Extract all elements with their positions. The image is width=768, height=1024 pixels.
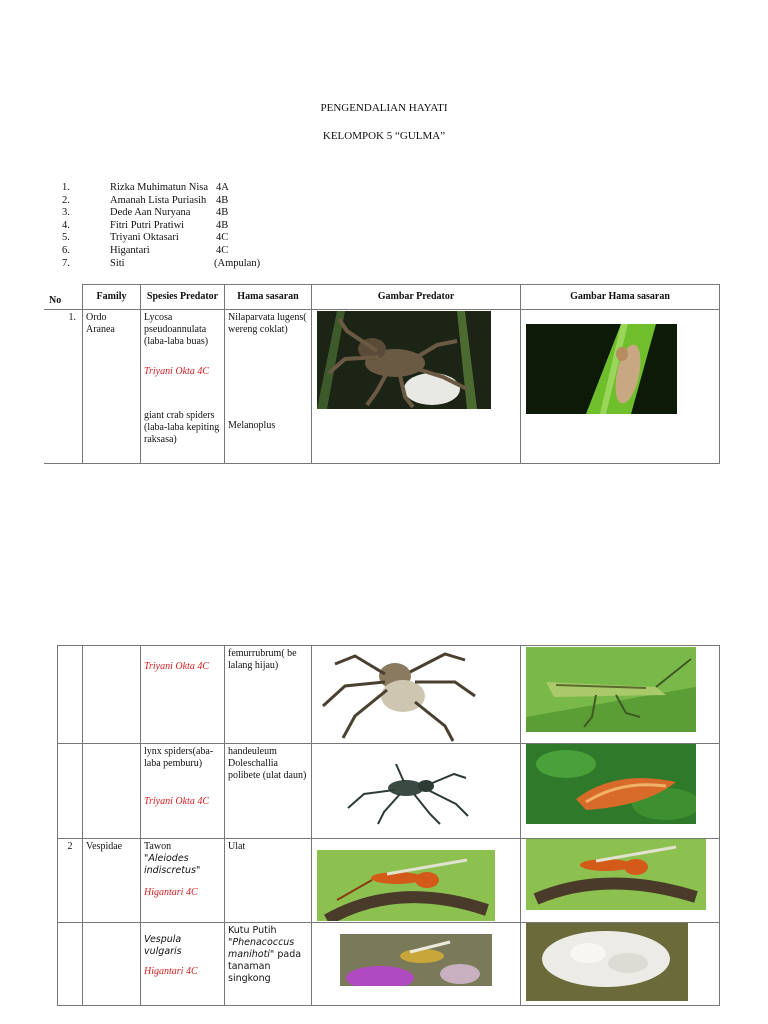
family-cell — [83, 744, 141, 839]
row-number — [58, 646, 83, 744]
family-cell: Vespidae — [83, 839, 141, 923]
predator-image-cell — [312, 839, 521, 923]
predator-image-cell — [312, 646, 521, 744]
author-label: Higantari 4C — [144, 887, 198, 898]
header-hama: Hama sasaran — [225, 285, 312, 310]
pest-cell — [225, 839, 312, 923]
species-name: Tawon — [144, 841, 172, 852]
row-number — [58, 744, 83, 839]
row-number — [58, 923, 83, 1006]
page-subtitle: KELOMPOK 5 “GULMA” — [322, 130, 446, 142]
member-name: Amanah Lista Puriasih — [110, 194, 207, 206]
pest-name: Nilaparvata lugens( wereng coklat) — [228, 312, 307, 335]
species-cell — [141, 646, 225, 744]
pest-image-cell — [521, 646, 720, 744]
species-name: giant crab spiders (laba-laba kepiting raksasa) — [144, 410, 220, 445]
member-name: Siti — [110, 257, 125, 269]
family-cell: Ordo Aranea — [83, 310, 141, 464]
member-name: Higantari — [110, 244, 150, 256]
member-class: 4C — [216, 232, 229, 244]
pest-image-cell — [521, 923, 720, 1006]
family-cell — [83, 923, 141, 1006]
table-header-row — [45, 285, 720, 310]
table-row — [58, 923, 720, 1006]
member-number: 3. — [62, 207, 70, 219]
caterpillar-image — [526, 744, 696, 824]
wasp-image — [317, 850, 495, 921]
grasshopper-image — [526, 647, 696, 732]
species-cell — [141, 310, 225, 464]
member-number: 4. — [62, 219, 70, 231]
pest-name: handeuleum Doleschallia polibete (ulat daun) — [228, 746, 307, 781]
table-row — [58, 839, 720, 923]
author-label: Higantari 4C — [144, 966, 198, 977]
species-scientific-name: "Aleiodes indiscretus" — [144, 853, 201, 876]
species-name: Lycosa pseudoannulata (laba-laba buas) — [144, 312, 209, 347]
member-number: 6. — [62, 244, 70, 256]
member-class: (Ampulan) — [214, 257, 261, 269]
header-gambar-predator: Gambar Predator — [312, 285, 521, 310]
pest-cell — [225, 744, 312, 839]
wolf-spider-image — [317, 311, 491, 409]
member-name: Dede Aan Nuryana — [110, 207, 191, 219]
species-name: lynx spiders(aba-laba pemburu) — [144, 746, 214, 769]
planthopper-image — [526, 324, 677, 414]
table-row — [45, 310, 720, 464]
species-cell — [141, 923, 225, 1006]
species-scientific-name: Vespula vulgaris — [144, 934, 182, 957]
predator-table-page1 — [44, 284, 720, 464]
author-label: Triyani Okta 4C — [144, 796, 210, 807]
pest-image-cell — [521, 744, 720, 839]
author-label: Triyani Okta 4C — [144, 661, 210, 672]
member-number: 1. — [62, 182, 70, 193]
table-row — [58, 744, 720, 839]
crab-spider-image — [315, 646, 483, 743]
row-number: 1. — [45, 310, 83, 464]
table-row — [58, 646, 720, 744]
pest-image-cell — [521, 839, 720, 923]
member-number: 7. — [62, 257, 70, 269]
pest-name: femurrubrum( be lalang hijau) — [228, 648, 297, 671]
pest-name: Melanoplus — [228, 420, 276, 431]
header-no: No — [45, 285, 83, 310]
predator-image-cell — [312, 923, 521, 1006]
predator-image-cell — [312, 310, 521, 464]
pest-name: Ulat — [228, 841, 246, 852]
row-number: 2 — [58, 839, 83, 923]
vespula-image — [340, 934, 492, 986]
member-class: 4C — [216, 244, 229, 256]
pest-cell — [225, 923, 312, 1006]
member-name: Rizka Muhimatun Nisa — [110, 182, 208, 193]
predator-table-page2 — [57, 645, 720, 1006]
family-cell — [83, 646, 141, 744]
member-number: 2. — [62, 194, 70, 206]
page-title: PENGENDALIAN HAYATI — [320, 102, 448, 114]
member-class: 4B — [216, 194, 229, 206]
header-gambar-hama: Gambar Hama sasaran — [521, 285, 720, 310]
author-label: Triyani Okta 4C — [144, 366, 210, 377]
member-name: Triyani Oktasari — [110, 232, 179, 244]
pest-image-cell — [521, 310, 720, 464]
species-cell — [141, 744, 225, 839]
member-class: 4B — [216, 219, 229, 231]
pest-host-label: pada tanaman singkong — [228, 949, 302, 984]
member-number: 5. — [62, 232, 70, 244]
member-class: 4A — [216, 182, 229, 193]
pest-scientific-label: "Phenacoccus manihoti" — [228, 937, 295, 960]
mealybug-image — [526, 923, 688, 1001]
lynx-spider-image — [344, 754, 474, 826]
wasp-caterpillar-image — [526, 839, 706, 910]
header-spesies: Spesies Predator — [141, 285, 225, 310]
member-name: Fitri Putri Pratiwi — [110, 219, 185, 231]
species-cell — [141, 839, 225, 923]
pest-name: Kutu Putih — [228, 925, 277, 936]
header-family: Family — [83, 285, 141, 310]
predator-image-cell — [312, 744, 521, 839]
pest-scientific-name — [228, 937, 308, 985]
member-class: 4B — [216, 207, 229, 219]
pest-cell — [225, 646, 312, 744]
pest-cell — [225, 310, 312, 464]
